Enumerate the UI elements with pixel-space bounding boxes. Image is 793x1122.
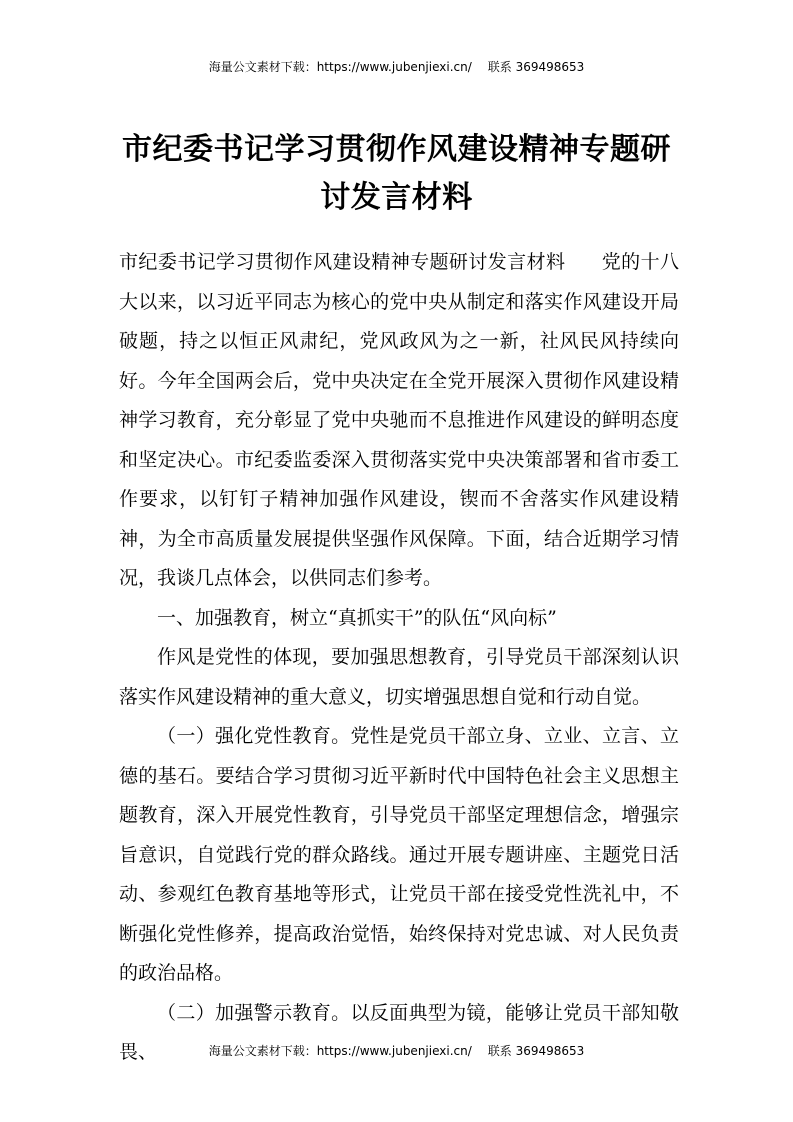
document-title <box>100 126 693 222</box>
header-contact: 联系 369498653 <box>487 60 585 74</box>
document-body <box>119 243 679 1073</box>
subsection1-paragraph: （一）强化党性教育。党性是党员干部立身、立业、立言、立德的基石。要结合学习贯彻习近平新时代中国特色社会主义思想主题教育，深入开展党性教育，引导党员干部坚定理想信念，增强宗旨意识，自觉践行党的群众路线。通过开展专题讲座、主题党日活动、参观红色教育基地等形式，让党员干部在接受党性洗礼中，不断强化党性修养，提高政治觉悟，始终保持对党忠诚、对人民负责的政治品格。 <box>119 725 679 984</box>
page-header <box>0 58 793 75</box>
title-line-2: 讨发言材料 <box>320 180 473 215</box>
intro-paragraph <box>119 243 679 599</box>
page-footer <box>0 1042 793 1059</box>
footer-contact: 联系 369498653 <box>487 1044 585 1058</box>
title-line-1: 市纪委书记学习贯彻作风建设精神专题研 <box>122 132 671 167</box>
footer-download-label: 海量公文素材下载：https://www.jubenjiexi.cn/ <box>208 1044 472 1058</box>
intro-body: 党的十八大以来，以习近平同志为核心的党中央从制定和落实作风建设开局破题，持之以恒正风肃纪，党风政风为之一新，社风民风持续向好。今年全国两会后，党中央决定在全党开展深入贯彻作风建设精神学习教育，充分彰显了党中央驰而不息推进作风建设的鲜明态度和坚定决心。市纪委监委深入贯彻落实党中央决策部署和省市委工作要求，以钉钉子精神加强作风建设，锲而不舍落实作风建设精神，为全市高质量发展提供坚强作风保障。下面，结合近期学习情况，我谈几点体会，以供同志们参考。 <box>119 251 679 589</box>
section1-heading: 一、加强教育，树立“真抓实干”的队伍“风向标” <box>157 606 557 629</box>
intro-lead: 市纪委书记学习贯彻作风建设精神专题研讨发言材料 <box>119 251 566 273</box>
section1-paragraph: 作风是党性的体现，要加强思想教育，引导党员干部深刻认识落实作风建设精神的重大意义，切实增强思想自觉和行动自觉。 <box>119 646 679 708</box>
header-download-label: 海量公文素材下载：https://www.jubenjiexi.cn/ <box>208 60 472 74</box>
subsection2-paragraph: （二）加强警示教育。以反面典型为镜，能够让党员干部知敬畏、 <box>119 1001 679 1063</box>
